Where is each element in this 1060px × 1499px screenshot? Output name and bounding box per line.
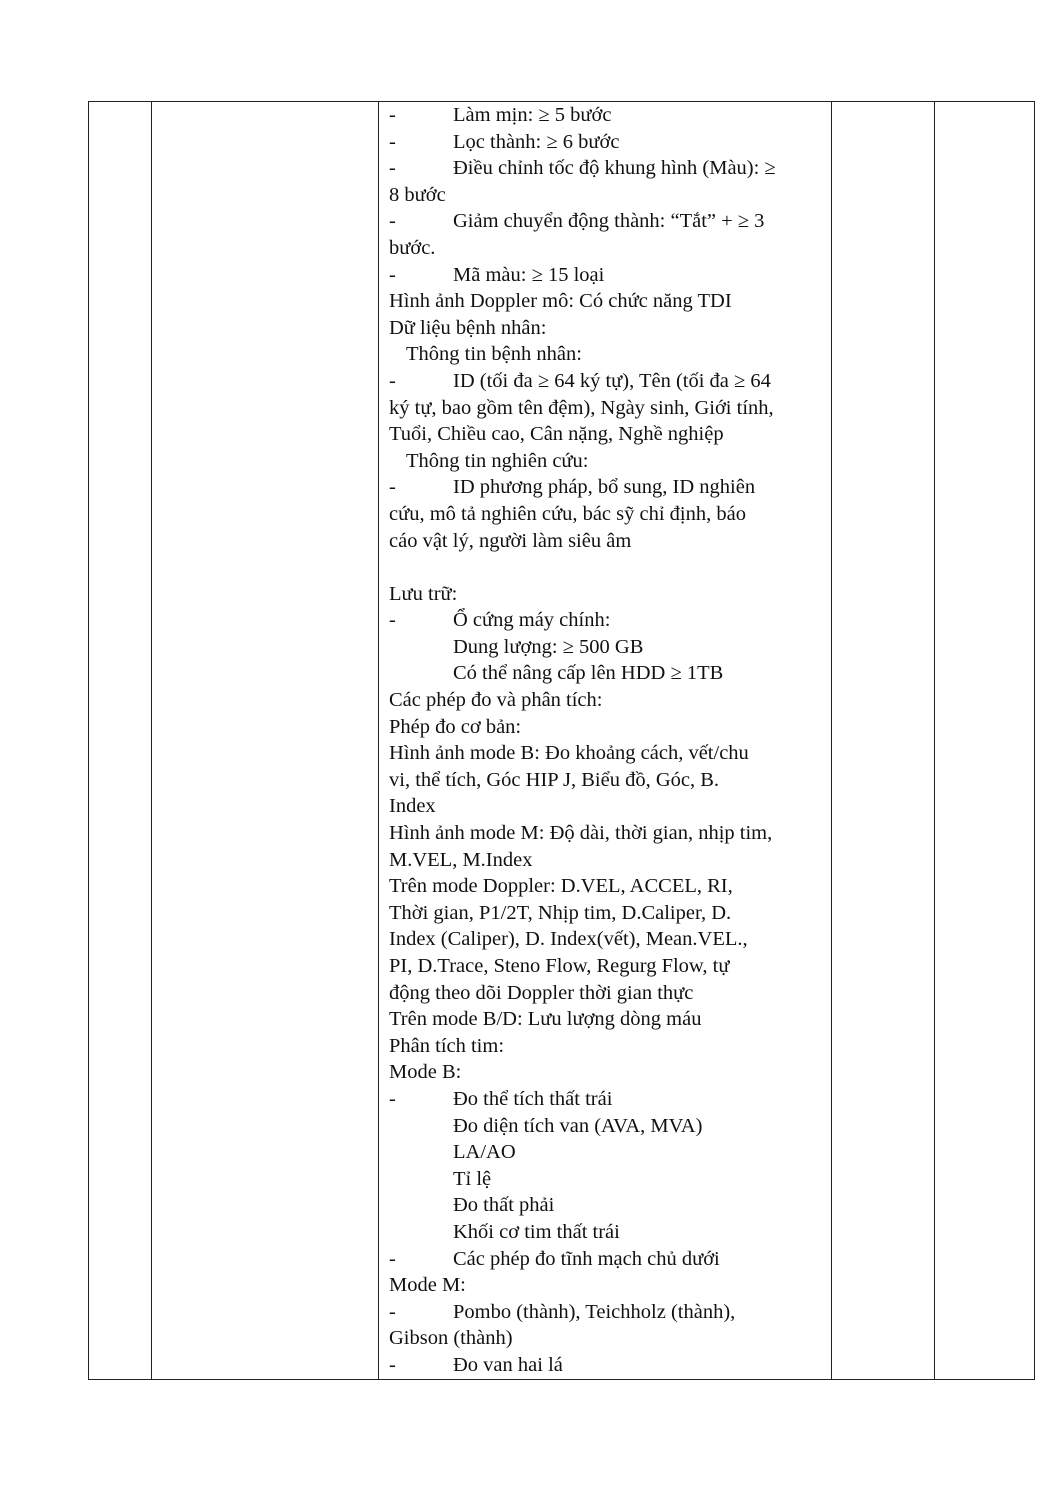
column-divider	[378, 102, 379, 1379]
text-line	[389, 235, 829, 262]
line-text: Trên mode Doppler: D.VEL, ACCEL, RI,	[389, 875, 733, 898]
line-text: Đo diện tích van (AVA, MVA)	[453, 1114, 703, 1137]
dash-marker: -	[389, 1353, 396, 1376]
line-text: Đo thể tích thất trái	[453, 1087, 613, 1110]
line-text: Khối cơ tim thất trái	[453, 1220, 620, 1243]
line-text: Tỉ lệ	[453, 1167, 492, 1190]
line-text: Hình ảnh Doppler mô: Có chức năng TDI	[389, 290, 732, 313]
line-text: Ổ cứng máy chính:	[453, 609, 611, 632]
text-line	[389, 1033, 829, 1060]
line-text: ký tự, bao gồm tên đệm), Ngày sinh, Giới tính,	[389, 396, 774, 419]
line-text: Đo van hai lá	[453, 1353, 563, 1376]
line-text: động theo dõi Doppler thời gian thực	[389, 981, 694, 1004]
text-line	[389, 1006, 829, 1033]
bullet-line	[389, 1299, 829, 1326]
line-text: LA/AO	[453, 1141, 516, 1164]
bullet-line	[389, 368, 829, 395]
indented-line	[389, 634, 829, 661]
bullet-line	[389, 1246, 829, 1273]
indented-line	[389, 660, 829, 687]
dash-marker: -	[389, 476, 396, 499]
text-line	[389, 528, 829, 555]
line-text: Mode M:	[389, 1274, 466, 1297]
line-text: Làm mịn: ≥ 5 bước	[453, 104, 612, 126]
text-line	[389, 900, 829, 927]
text-line	[389, 980, 829, 1007]
text-line	[389, 687, 829, 714]
line-text: Có thể nâng cấp lên HDD ≥ 1TB	[453, 662, 724, 685]
line-text: bước.	[389, 236, 436, 259]
text-line	[389, 953, 829, 980]
bullet-line	[389, 155, 829, 182]
dash-marker: -	[389, 1087, 396, 1110]
line-text: Trên mode B/D: Lưu lượng dòng máu	[389, 1008, 702, 1031]
dash-marker: -	[389, 1300, 396, 1323]
line-text: Gibson (thành)	[389, 1327, 513, 1350]
dash-marker: -	[389, 369, 396, 392]
bullet-line	[389, 129, 829, 156]
line-text: Các phép đo và phân tích:	[389, 689, 603, 712]
bullet-line	[389, 208, 829, 235]
line-text: Phân tích tim:	[389, 1034, 505, 1057]
text-line	[389, 1325, 829, 1352]
dash-marker: -	[389, 210, 396, 233]
line-text: Lọc thành: ≥ 6 bước	[453, 130, 620, 153]
line-text: Phép đo cơ bản:	[389, 715, 522, 738]
text-line	[389, 501, 829, 528]
text-line	[389, 847, 829, 874]
dash-marker: -	[389, 130, 396, 153]
line-text: ID (tối đa ≥ 64 ký tự), Tên (tối đa ≥ 64	[453, 369, 771, 392]
column-divider	[934, 102, 935, 1379]
line-text: Lưu trữ:	[389, 582, 458, 605]
line-text: M.VEL, M.Index	[389, 848, 533, 871]
indented-line	[389, 1219, 829, 1246]
bullet-line	[389, 474, 829, 501]
indented-line	[389, 1113, 829, 1140]
text-line	[389, 315, 829, 342]
text-line	[389, 820, 829, 847]
text-line	[389, 182, 829, 209]
line-text: Đo thất phải	[453, 1194, 555, 1217]
text-line	[389, 926, 829, 953]
line-text: Mode B:	[389, 1061, 462, 1084]
text-line	[389, 793, 829, 820]
line-text: Giảm chuyển động thành: “Tắt” + ≥ 3	[453, 210, 765, 233]
column-divider	[831, 102, 832, 1379]
line-text: Dung lượng: ≥ 500 GB	[453, 635, 644, 658]
bullet-line	[389, 102, 829, 129]
bullet-line	[389, 607, 829, 634]
bullet-line	[389, 262, 829, 289]
text-line	[389, 581, 829, 608]
line-text: PI, D.Trace, Steno Flow, Regurg Flow, tự	[389, 955, 730, 977]
line-text: Thời gian, P1/2T, Nhịp tim, D.Caliper, D.	[389, 901, 732, 924]
bullet-line	[389, 1352, 829, 1379]
bullet-line	[389, 1086, 829, 1113]
line-text: Index (Caliper), D. Index(vết), Mean.VEL.,	[389, 928, 748, 951]
subheading-line	[389, 341, 829, 368]
line-text: 8 bước	[389, 183, 446, 206]
line-text: Các phép đo tĩnh mạch chủ dưới	[453, 1247, 720, 1270]
dash-marker: -	[389, 609, 396, 632]
dash-marker: -	[389, 157, 396, 180]
line-text: Index	[389, 795, 436, 818]
spec-table	[88, 101, 1035, 1380]
text-line	[389, 740, 829, 767]
line-text: Tuổi, Chiều cao, Cân nặng, Nghề nghiệp	[389, 423, 724, 446]
line-text: Hình ảnh mode M: Độ dài, thời gian, nhịp tim,	[389, 822, 773, 845]
column-divider	[151, 102, 152, 1379]
line-text: Hình ảnh mode B: Đo khoảng cách, vết/chu	[389, 742, 749, 765]
text-line	[389, 395, 829, 422]
blank-line	[389, 554, 829, 581]
line-text: Dữ liệu bệnh nhân:	[389, 316, 547, 339]
line-text: Mã màu: ≥ 15 loại	[453, 263, 605, 286]
text-line	[389, 1059, 829, 1086]
text-line	[389, 1272, 829, 1299]
dash-marker: -	[389, 1247, 396, 1270]
subheading-line	[389, 448, 829, 475]
line-text: Điều chỉnh tốc độ khung hình (Màu): ≥	[453, 157, 776, 180]
line-text: Thông tin bệnh nhân:	[406, 343, 582, 366]
line-text: cứu, mô tả nghiên cứu, bác sỹ chỉ định, báo	[389, 502, 746, 525]
text-line	[389, 767, 829, 794]
line-text: cáo vật lý, người làm siêu âm	[389, 529, 632, 552]
text-line	[389, 288, 829, 315]
dash-marker: -	[389, 104, 396, 126]
text-line	[389, 714, 829, 741]
line-text: ID phương pháp, bổ sung, ID nghiên	[453, 476, 756, 499]
indented-line	[389, 1166, 829, 1193]
text-line	[389, 421, 829, 448]
line-text: vi, thể tích, Góc HIP J, Biểu đồ, Góc, B.	[389, 768, 720, 791]
line-text: Pombo (thành), Teichholz (thành),	[453, 1300, 736, 1323]
line-text: Thông tin nghiên cứu:	[406, 449, 589, 472]
specification-cell	[389, 102, 829, 1379]
text-line	[389, 873, 829, 900]
dash-marker: -	[389, 263, 396, 286]
indented-line	[389, 1192, 829, 1219]
indented-line	[389, 1139, 829, 1166]
